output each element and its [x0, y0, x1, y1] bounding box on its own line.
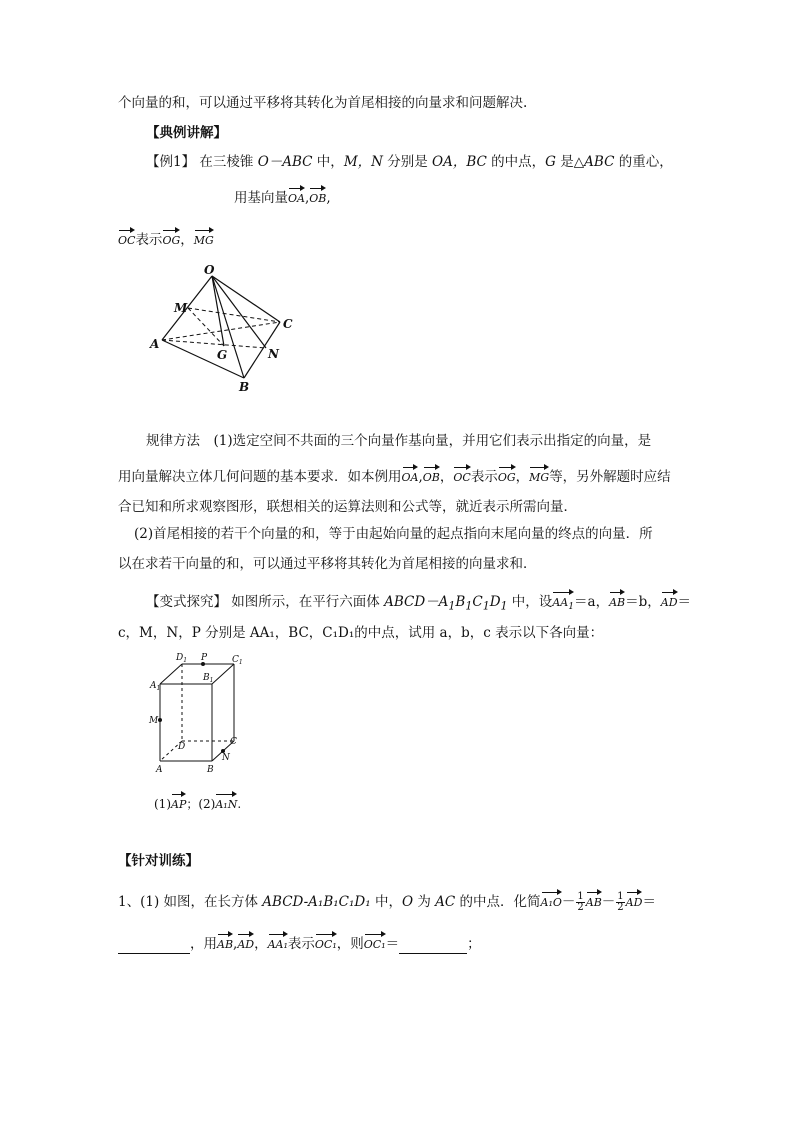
variant-text-b: 中，设 [507, 594, 553, 610]
variant-vector-aa1: $AA_1$ [552, 590, 574, 616]
method-vector-mg: MG [529, 465, 549, 487]
training-line2-c: ，则 [336, 936, 364, 952]
training-q-mid2: 为 [413, 894, 436, 910]
answer-blank-1[interactable] [118, 939, 190, 954]
example1-text-d: 的中点， [486, 154, 546, 170]
variant-vector-ad: AD [661, 590, 678, 612]
example1-text-c: 分别是 [382, 154, 433, 170]
training-line2-d: ＝ [385, 936, 400, 952]
training-vector-aa1: AA₁ [268, 932, 288, 954]
variant-text-a: 如图所示，在平行六面体 [227, 594, 385, 610]
tetrahedron-figure [140, 262, 310, 394]
example1-line2: 用基向量OA,OB, [234, 186, 331, 208]
training-vector-ab: AB [586, 890, 602, 912]
label-m: M [174, 301, 188, 315]
example1-triangle: ABC [584, 154, 615, 170]
vector-mg: MG [194, 228, 214, 250]
variant-questions [154, 792, 241, 814]
example1-edges: OA，BC [432, 154, 487, 170]
example1-line3: OC表示OG，MG [118, 228, 214, 250]
label-n: N [222, 753, 230, 763]
training-half-2: $\frac{1}{2}$ [617, 891, 624, 913]
label-a: A [150, 337, 160, 351]
variant-eq-b: ＝b， [625, 594, 661, 610]
method-line5: 以在求若干向量的和，可以通过平移将其转化为首尾相接的向量求和． [118, 556, 537, 572]
point-m [158, 718, 162, 722]
label-c: C [230, 737, 237, 747]
edge-on [212, 276, 266, 348]
training-vector-a1o: A₁O [541, 890, 562, 912]
variant-q1-prefix: (1) [154, 797, 171, 811]
variant-line2: c，M，N，P 分别是 AA₁，BC，C₁D₁的中点，试用 a，b，c 表示以下各向量： [118, 625, 604, 641]
training-seg-ac: AC [435, 894, 456, 910]
vector-oa: OA [288, 186, 305, 208]
training-equals: ＝ [642, 894, 656, 910]
method-line1: 规律方法 (1)选定空间不共面的三个向量作基向量，并用它们表示出指定的向量，是 [146, 433, 652, 449]
label-a1: $A_1$ [150, 681, 161, 692]
method-line2-a: 用向量解决立体几何问题的基本要求．如本例用 [118, 469, 402, 485]
variant-eq-c: ＝ [677, 594, 692, 610]
variant-eq-a: ＝a， [574, 594, 610, 610]
label-b1: $B_1$ [203, 673, 214, 684]
training-vector-oc1: OC₁ [315, 932, 337, 954]
example1-text-e: 是△ [555, 154, 585, 170]
vector-og: OG [162, 228, 180, 250]
variant-solid: $ABCD-A_1B_1C_1D_1$ [384, 594, 508, 613]
label-p: P [201, 653, 208, 663]
training-vector-ab2: AB [217, 932, 233, 954]
label-n: N [268, 347, 279, 361]
parallelepiped-figure [146, 650, 256, 776]
variant-q-sep: ；(2) [186, 797, 216, 811]
variant-vector-a1n: A₁N [215, 792, 237, 814]
segment-mc-hidden [188, 308, 280, 322]
training-line2-b: 表示 [287, 936, 315, 952]
method-line4: (2)首尾相接的若干个向量的和，等于由起始向量的起点指向末尾向量的终点的向量．所 [134, 526, 653, 542]
vector-ob: OB [309, 186, 326, 208]
method-line3: 合已知和所求观察图形，联想相关的运算法则和公式等，就近表示所需向量． [118, 499, 577, 515]
variant-vector-ab: AB [609, 590, 625, 612]
example1-line2-prefix: 用基向量 [234, 190, 288, 206]
edge-d1a1 [160, 664, 182, 684]
training-minus1: － [561, 894, 576, 910]
label-m: M [149, 716, 159, 726]
section-training-heading: 【针对训练】 [118, 853, 199, 869]
example1-line1 [146, 153, 673, 171]
label-b: B [207, 765, 214, 775]
method-line2-b: 表示 [470, 469, 498, 485]
label-d1: $D_1$ [176, 653, 188, 664]
example1-tag: 【例1】 [146, 154, 196, 170]
label-c1: $C_1$ [232, 655, 243, 666]
section-example-heading: 【典例讲解】 [146, 125, 227, 141]
answer-blank-2[interactable] [399, 939, 467, 954]
example1-point-g: G [545, 154, 556, 170]
training-solid: ABCD-A₁B₁C₁D₁ [262, 894, 371, 910]
example1-pyramid: O－ABC [257, 154, 313, 170]
training-line2-end: ； [467, 936, 481, 952]
training-line2: ，用AB,AD，AA₁表示OC₁，则OC₁＝ ； [118, 932, 481, 954]
training-q-prefix: 1、(1) 如图，在长方体 [118, 894, 263, 910]
example1-text-f: 的重心， [614, 154, 673, 170]
edge-ob [212, 276, 244, 378]
training-q-mid3: 的中点．化简 [455, 894, 541, 910]
method-line2: 用向量解决立体几何问题的基本要求．如本例用OA,OB，OC表示OG，MG等，另外解题时应结 [118, 465, 671, 487]
label-o: O [204, 263, 215, 277]
training-vector-ad: AD [626, 890, 643, 912]
variant-line1 [146, 590, 691, 616]
edge-c1b1 [212, 664, 234, 684]
label-d: D [178, 742, 186, 752]
example1-text-b: 中， [312, 154, 344, 170]
example1-text-a: 在三棱锥 [199, 154, 258, 170]
method-vector-og: OG [498, 465, 516, 487]
method-vector-oa: OA [402, 465, 419, 487]
label-a: A [156, 765, 163, 775]
training-q-mid: 中， [370, 894, 402, 910]
vector-oc: OC [118, 228, 135, 250]
edge-ac-hidden [162, 322, 280, 340]
method-vector-ob: OB [423, 465, 440, 487]
variant-q2-end: . [237, 797, 242, 811]
variant-tag: 【变式探究】 [146, 594, 227, 610]
example1-line3-text: 表示 [135, 232, 163, 248]
method-line2-c: 等，另外解题时应结 [549, 469, 671, 485]
label-b: B [239, 380, 250, 394]
training-minus2: － [601, 894, 616, 910]
example1-line2-suffix: , [326, 190, 331, 206]
label-c: C [283, 317, 293, 331]
edge-oc [212, 276, 280, 322]
training-line2-a: ，用 [190, 936, 217, 952]
training-vector-oc1b: OC₁ [364, 932, 386, 954]
intro-line: 个向量的和，可以通过平移将其转化为首尾相接的向量求和问题解决. [118, 95, 528, 111]
training-half-1: $\frac{1}{2}$ [577, 891, 584, 913]
training-line1 [118, 890, 656, 913]
method-vector-oc: OC [453, 465, 470, 487]
label-g: G [217, 348, 228, 362]
training-point-o: O [401, 894, 414, 910]
training-vector-ad2: AD [237, 932, 254, 954]
variant-vector-ap: AP [171, 792, 186, 814]
example1-points-mn: M，N [343, 154, 383, 170]
edge-ab [162, 340, 244, 378]
